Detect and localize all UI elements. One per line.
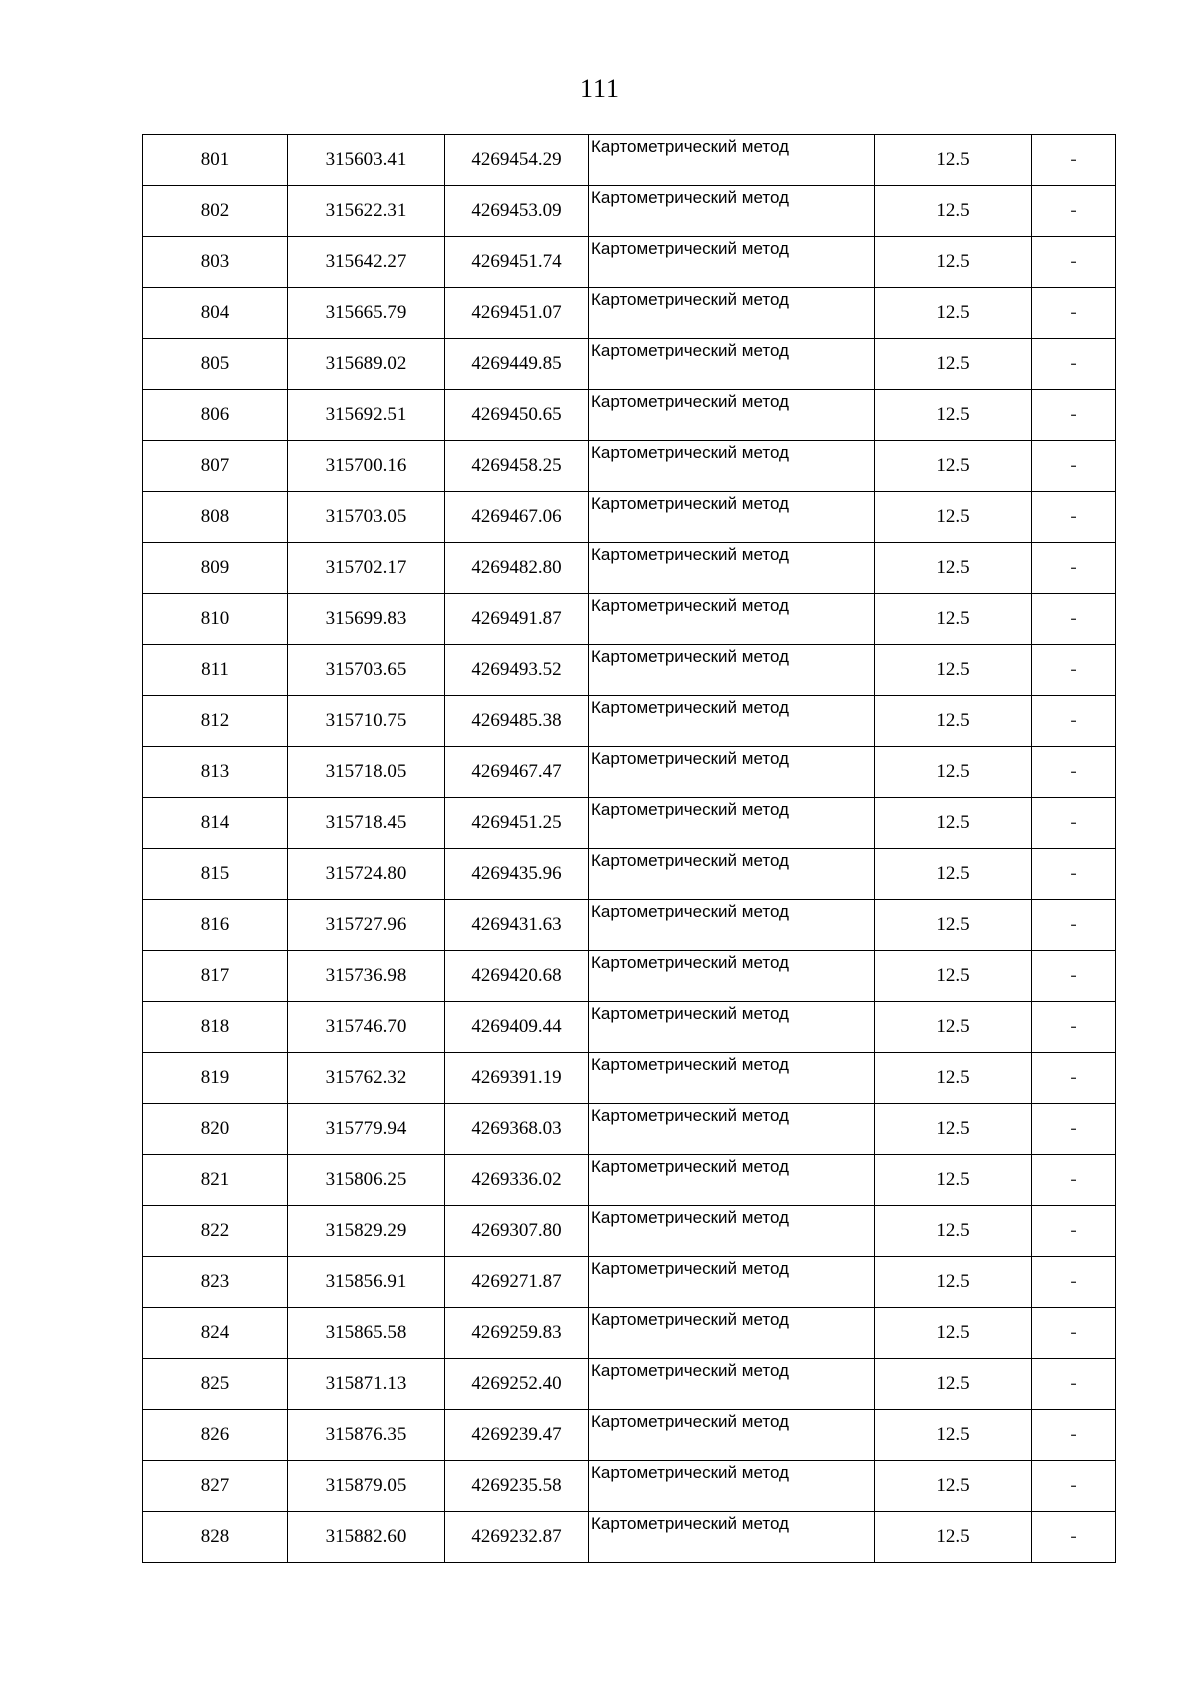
accuracy-cell: 12.5 xyxy=(875,339,1032,390)
note-cell: - xyxy=(1032,1053,1116,1104)
note-cell: - xyxy=(1032,696,1116,747)
accuracy-cell: 12.5 xyxy=(875,1359,1032,1410)
method-cell: Картометрический метод xyxy=(589,696,875,747)
accuracy-cell: 12.5 xyxy=(875,237,1032,288)
method-cell: Картометрический метод xyxy=(589,1104,875,1155)
point-number-cell: 818 xyxy=(143,1002,288,1053)
table-row xyxy=(143,1206,1116,1257)
x-coordinate-cell: 315692.51 xyxy=(288,390,445,441)
accuracy-cell: 12.5 xyxy=(875,1308,1032,1359)
point-number-cell: 812 xyxy=(143,696,288,747)
x-coordinate-cell: 315879.05 xyxy=(288,1461,445,1512)
accuracy-cell: 12.5 xyxy=(875,288,1032,339)
point-number-cell: 806 xyxy=(143,390,288,441)
table-row xyxy=(143,1104,1116,1155)
y-coordinate-cell: 4269491.87 xyxy=(445,594,589,645)
point-number-cell: 807 xyxy=(143,441,288,492)
note-cell: - xyxy=(1032,339,1116,390)
accuracy-cell: 12.5 xyxy=(875,1155,1032,1206)
note-cell: - xyxy=(1032,1512,1116,1563)
table-row xyxy=(143,135,1116,186)
y-coordinate-cell: 4269449.85 xyxy=(445,339,589,390)
table-row xyxy=(143,543,1116,594)
page-number: 111 xyxy=(579,74,621,103)
method-cell: Картометрический метод xyxy=(589,1512,875,1563)
method-cell: Картометрический метод xyxy=(589,798,875,849)
y-coordinate-cell: 4269431.63 xyxy=(445,900,589,951)
method-cell: Картометрический метод xyxy=(589,237,875,288)
x-coordinate-cell: 315665.79 xyxy=(288,288,445,339)
table-row xyxy=(143,1308,1116,1359)
method-cell: Картометрический метод xyxy=(589,645,875,696)
y-coordinate-cell: 4269451.07 xyxy=(445,288,589,339)
x-coordinate-cell: 315699.83 xyxy=(288,594,445,645)
accuracy-cell: 12.5 xyxy=(875,900,1032,951)
note-cell: - xyxy=(1032,135,1116,186)
point-number-cell: 822 xyxy=(143,1206,288,1257)
accuracy-cell: 12.5 xyxy=(875,135,1032,186)
point-number-cell: 825 xyxy=(143,1359,288,1410)
accuracy-cell: 12.5 xyxy=(875,1512,1032,1563)
note-cell: - xyxy=(1032,900,1116,951)
point-number-cell: 823 xyxy=(143,1257,288,1308)
method-cell: Картометрический метод xyxy=(589,1461,875,1512)
y-coordinate-cell: 4269467.47 xyxy=(445,747,589,798)
accuracy-cell: 12.5 xyxy=(875,186,1032,237)
method-cell: Картометрический метод xyxy=(589,390,875,441)
y-coordinate-cell: 4269232.87 xyxy=(445,1512,589,1563)
point-number-cell: 814 xyxy=(143,798,288,849)
method-cell: Картометрический метод xyxy=(589,339,875,390)
point-number-cell: 813 xyxy=(143,747,288,798)
method-cell: Картометрический метод xyxy=(589,951,875,1002)
x-coordinate-cell: 315642.27 xyxy=(288,237,445,288)
point-number-cell: 827 xyxy=(143,1461,288,1512)
note-cell: - xyxy=(1032,543,1116,594)
table-row xyxy=(143,1053,1116,1104)
x-coordinate-cell: 315700.16 xyxy=(288,441,445,492)
note-cell: - xyxy=(1032,1104,1116,1155)
x-coordinate-cell: 315703.05 xyxy=(288,492,445,543)
table-row xyxy=(143,1410,1116,1461)
x-coordinate-cell: 315762.32 xyxy=(288,1053,445,1104)
note-cell: - xyxy=(1032,1308,1116,1359)
y-coordinate-cell: 4269493.52 xyxy=(445,645,589,696)
x-coordinate-cell: 315876.35 xyxy=(288,1410,445,1461)
table-row xyxy=(143,1461,1116,1512)
point-number-cell: 821 xyxy=(143,1155,288,1206)
table-row xyxy=(143,1257,1116,1308)
note-cell: - xyxy=(1032,1359,1116,1410)
note-cell: - xyxy=(1032,1410,1116,1461)
y-coordinate-cell: 4269252.40 xyxy=(445,1359,589,1410)
accuracy-cell: 12.5 xyxy=(875,1104,1032,1155)
accuracy-cell: 12.5 xyxy=(875,747,1032,798)
accuracy-cell: 12.5 xyxy=(875,1053,1032,1104)
y-coordinate-cell: 4269409.44 xyxy=(445,1002,589,1053)
point-number-cell: 805 xyxy=(143,339,288,390)
point-number-cell: 817 xyxy=(143,951,288,1002)
y-coordinate-cell: 4269485.38 xyxy=(445,696,589,747)
accuracy-cell: 12.5 xyxy=(875,492,1032,543)
table-row xyxy=(143,288,1116,339)
y-coordinate-cell: 4269458.25 xyxy=(445,441,589,492)
method-cell: Картометрический метод xyxy=(589,543,875,594)
table-row xyxy=(143,441,1116,492)
note-cell: - xyxy=(1032,237,1116,288)
x-coordinate-cell: 315622.31 xyxy=(288,186,445,237)
table-row xyxy=(143,594,1116,645)
note-cell: - xyxy=(1032,186,1116,237)
point-number-cell: 801 xyxy=(143,135,288,186)
method-cell: Картометрический метод xyxy=(589,1053,875,1104)
table-row xyxy=(143,186,1116,237)
y-coordinate-cell: 4269467.06 xyxy=(445,492,589,543)
y-coordinate-cell: 4269259.83 xyxy=(445,1308,589,1359)
point-number-cell: 810 xyxy=(143,594,288,645)
note-cell: - xyxy=(1032,441,1116,492)
method-cell: Картометрический метод xyxy=(589,135,875,186)
note-cell: - xyxy=(1032,288,1116,339)
accuracy-cell: 12.5 xyxy=(875,798,1032,849)
accuracy-cell: 12.5 xyxy=(875,390,1032,441)
accuracy-cell: 12.5 xyxy=(875,1461,1032,1512)
x-coordinate-cell: 315689.02 xyxy=(288,339,445,390)
x-coordinate-cell: 315710.75 xyxy=(288,696,445,747)
note-cell: - xyxy=(1032,390,1116,441)
method-cell: Картометрический метод xyxy=(589,1308,875,1359)
accuracy-cell: 12.5 xyxy=(875,1002,1032,1053)
method-cell: Картометрический метод xyxy=(589,186,875,237)
table-row xyxy=(143,849,1116,900)
note-cell: - xyxy=(1032,1155,1116,1206)
y-coordinate-cell: 4269454.29 xyxy=(445,135,589,186)
y-coordinate-cell: 4269271.87 xyxy=(445,1257,589,1308)
table-body xyxy=(143,135,1116,1563)
y-coordinate-cell: 4269450.65 xyxy=(445,390,589,441)
point-number-cell: 816 xyxy=(143,900,288,951)
accuracy-cell: 12.5 xyxy=(875,594,1032,645)
table-row xyxy=(143,951,1116,1002)
table-row xyxy=(143,696,1116,747)
point-number-cell: 824 xyxy=(143,1308,288,1359)
point-number-cell: 803 xyxy=(143,237,288,288)
note-cell: - xyxy=(1032,1461,1116,1512)
point-number-cell: 802 xyxy=(143,186,288,237)
x-coordinate-cell: 315736.98 xyxy=(288,951,445,1002)
method-cell: Картометрический метод xyxy=(589,1206,875,1257)
table-row xyxy=(143,339,1116,390)
method-cell: Картометрический метод xyxy=(589,1359,875,1410)
point-number-cell: 815 xyxy=(143,849,288,900)
x-coordinate-cell: 315746.70 xyxy=(288,1002,445,1053)
method-cell: Картометрический метод xyxy=(589,1155,875,1206)
accuracy-cell: 12.5 xyxy=(875,1410,1032,1461)
x-coordinate-cell: 315727.96 xyxy=(288,900,445,951)
y-coordinate-cell: 4269435.96 xyxy=(445,849,589,900)
note-cell: - xyxy=(1032,492,1116,543)
y-coordinate-cell: 4269336.02 xyxy=(445,1155,589,1206)
accuracy-cell: 12.5 xyxy=(875,441,1032,492)
x-coordinate-cell: 315779.94 xyxy=(288,1104,445,1155)
table-row xyxy=(143,492,1116,543)
method-cell: Картометрический метод xyxy=(589,288,875,339)
x-coordinate-cell: 315865.58 xyxy=(288,1308,445,1359)
x-coordinate-cell: 315829.29 xyxy=(288,1206,445,1257)
x-coordinate-cell: 315724.80 xyxy=(288,849,445,900)
point-number-cell: 808 xyxy=(143,492,288,543)
table-row xyxy=(143,1155,1116,1206)
coordinates-table xyxy=(142,134,1116,1563)
y-coordinate-cell: 4269307.80 xyxy=(445,1206,589,1257)
note-cell: - xyxy=(1032,1206,1116,1257)
point-number-cell: 828 xyxy=(143,1512,288,1563)
y-coordinate-cell: 4269420.68 xyxy=(445,951,589,1002)
note-cell: - xyxy=(1032,1257,1116,1308)
table-row xyxy=(143,1359,1116,1410)
note-cell: - xyxy=(1032,849,1116,900)
point-number-cell: 819 xyxy=(143,1053,288,1104)
x-coordinate-cell: 315702.17 xyxy=(288,543,445,594)
accuracy-cell: 12.5 xyxy=(875,543,1032,594)
table-row xyxy=(143,237,1116,288)
accuracy-cell: 12.5 xyxy=(875,1257,1032,1308)
x-coordinate-cell: 315603.41 xyxy=(288,135,445,186)
x-coordinate-cell: 315882.60 xyxy=(288,1512,445,1563)
x-coordinate-cell: 315718.05 xyxy=(288,747,445,798)
accuracy-cell: 12.5 xyxy=(875,951,1032,1002)
method-cell: Картометрический метод xyxy=(589,1410,875,1461)
table-row xyxy=(143,1002,1116,1053)
y-coordinate-cell: 4269391.19 xyxy=(445,1053,589,1104)
table-row xyxy=(143,1512,1116,1563)
method-cell: Картометрический метод xyxy=(589,492,875,543)
note-cell: - xyxy=(1032,798,1116,849)
y-coordinate-cell: 4269482.80 xyxy=(445,543,589,594)
method-cell: Картометрический метод xyxy=(589,1257,875,1308)
note-cell: - xyxy=(1032,645,1116,696)
y-coordinate-cell: 4269451.74 xyxy=(445,237,589,288)
y-coordinate-cell: 4269453.09 xyxy=(445,186,589,237)
y-coordinate-cell: 4269235.58 xyxy=(445,1461,589,1512)
table-row xyxy=(143,798,1116,849)
point-number-cell: 804 xyxy=(143,288,288,339)
accuracy-cell: 12.5 xyxy=(875,645,1032,696)
x-coordinate-cell: 315718.45 xyxy=(288,798,445,849)
table-row xyxy=(143,747,1116,798)
y-coordinate-cell: 4269368.03 xyxy=(445,1104,589,1155)
method-cell: Картометрический метод xyxy=(589,594,875,645)
table-row xyxy=(143,645,1116,696)
note-cell: - xyxy=(1032,747,1116,798)
method-cell: Картометрический метод xyxy=(589,900,875,951)
method-cell: Картометрический метод xyxy=(589,849,875,900)
y-coordinate-cell: 4269451.25 xyxy=(445,798,589,849)
note-cell: - xyxy=(1032,594,1116,645)
accuracy-cell: 12.5 xyxy=(875,696,1032,747)
point-number-cell: 826 xyxy=(143,1410,288,1461)
note-cell: - xyxy=(1032,951,1116,1002)
y-coordinate-cell: 4269239.47 xyxy=(445,1410,589,1461)
note-cell: - xyxy=(1032,1002,1116,1053)
method-cell: Картометрический метод xyxy=(589,1002,875,1053)
x-coordinate-cell: 315806.25 xyxy=(288,1155,445,1206)
point-number-cell: 811 xyxy=(143,645,288,696)
accuracy-cell: 12.5 xyxy=(875,1206,1032,1257)
x-coordinate-cell: 315871.13 xyxy=(288,1359,445,1410)
method-cell: Картометрический метод xyxy=(589,747,875,798)
method-cell: Картометрический метод xyxy=(589,441,875,492)
accuracy-cell: 12.5 xyxy=(875,849,1032,900)
x-coordinate-cell: 315703.65 xyxy=(288,645,445,696)
x-coordinate-cell: 315856.91 xyxy=(288,1257,445,1308)
table-row xyxy=(143,390,1116,441)
point-number-cell: 820 xyxy=(143,1104,288,1155)
table-row xyxy=(143,900,1116,951)
point-number-cell: 809 xyxy=(143,543,288,594)
